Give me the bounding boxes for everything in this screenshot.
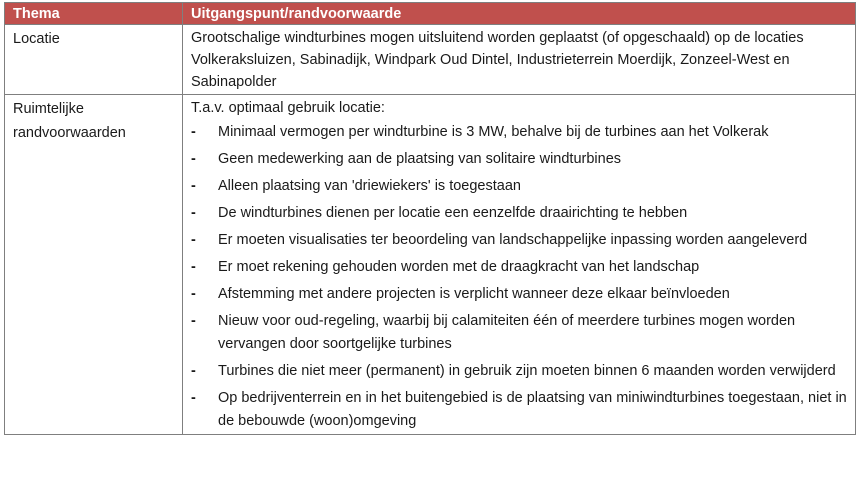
table-header-row: [5, 3, 856, 25]
row-content-ruimtelijke: [183, 95, 856, 435]
document-page: [4, 2, 855, 435]
table-row: [5, 25, 856, 95]
dash-marker: -: [191, 124, 196, 140]
list-item: [191, 360, 847, 383]
list-item-text: Afstemming met andere projecten is verplicht wanneer deze elkaar beïnvloeden: [218, 286, 730, 302]
list-item: [191, 256, 847, 279]
column-header-thema: Thema: [5, 3, 183, 25]
list-item-text: Er moet rekening gehouden worden met de draagkracht van het landschap: [218, 259, 700, 275]
dash-marker: -: [191, 151, 196, 167]
row-thema-locatie: Locatie: [5, 25, 183, 95]
row-intro-text: T.a.v. optimaal gebruik locatie:: [191, 100, 385, 116]
dash-marker: -: [191, 286, 196, 302]
list-item-text: Geen medewerking aan de plaatsing van solitaire windturbines: [218, 151, 622, 167]
dash-marker: -: [191, 259, 196, 275]
list-item: [191, 310, 847, 356]
list-item: [191, 387, 847, 433]
row-text-locatie: Grootschalige windturbines mogen uitsluitend worden geplaatst (of opgeschaald) op de locaties Volkeraksluizen, Sabinadijk, Windpark Oud Dintel, Industrieterrein Moerdijk, Zonzeel-West en Sabinapolder: [183, 25, 856, 95]
list-item-text: Er moeten visualisaties ter beoordeling van landschappelijke inpassing worden aangeleverd: [218, 232, 808, 248]
list-item: [191, 229, 847, 252]
dash-marker: -: [191, 363, 196, 379]
list-item: [191, 121, 847, 144]
table-row: [5, 95, 856, 435]
list-item-text: De windturbines dienen per locatie een eenzelfde draairichting te hebben: [218, 205, 688, 221]
list-item-text: Op bedrijventerrein en in het buitengebied is de plaatsing van miniwindturbines toegestaan, niet in de bebouwde (woon)omgeving: [218, 390, 847, 429]
dash-marker: -: [191, 178, 196, 194]
bullet-list: [191, 121, 847, 433]
dash-marker: -: [191, 232, 196, 248]
list-item-text: Nieuw voor oud-regeling, waarbij bij calamiteiten één of meerdere turbines mogen worden vervangen door soortgelijke turbines: [218, 313, 796, 352]
list-item: [191, 148, 847, 171]
list-item-text: Alleen plaatsing van 'driewiekers' is toegestaan: [218, 178, 521, 194]
dash-marker: -: [191, 313, 196, 329]
list-item: [191, 283, 847, 306]
column-header-uitgangspunt: Uitgangspunt/randvoorwaarde: [183, 3, 856, 25]
list-item: [191, 175, 847, 198]
dash-marker: -: [191, 205, 196, 221]
thema-table: [4, 2, 856, 435]
list-item-text: Minimaal vermogen per windturbine is 3 MW, behalve bij de turbines aan het Volkerak: [218, 124, 769, 140]
row-thema-ruimtelijke: Ruimtelijke randvoorwaarden: [5, 95, 183, 435]
list-item: [191, 202, 847, 225]
list-item-text: Turbines die niet meer (permanent) in gebruik zijn moeten binnen 6 maanden worden verwijderd: [218, 363, 836, 379]
dash-marker: -: [191, 390, 196, 406]
